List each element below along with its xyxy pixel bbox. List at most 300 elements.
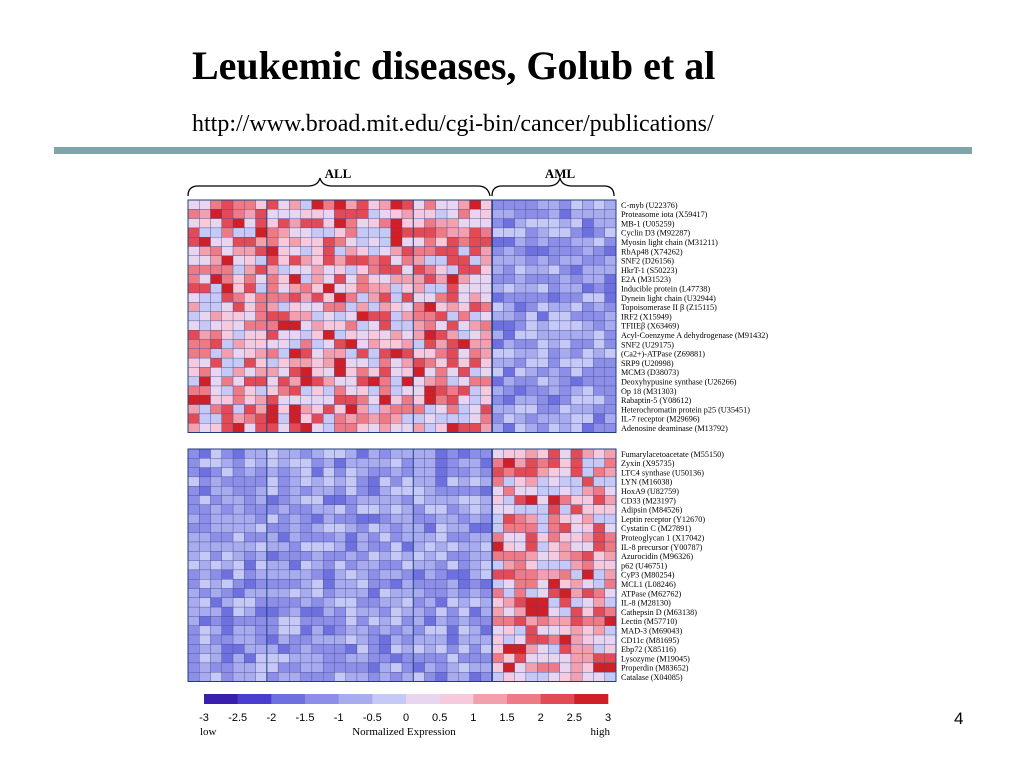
heatmap-cell [199, 405, 210, 414]
heatmap-cell [267, 533, 278, 542]
heatmap-cell [323, 644, 334, 653]
heatmap-cell [425, 644, 436, 653]
heatmap-cell [289, 247, 300, 256]
heatmap-cell [605, 228, 616, 237]
heatmap-cell [334, 458, 345, 467]
heatmap-cell [481, 635, 492, 644]
heatmap-cell [312, 293, 323, 302]
heatmap-cell [425, 514, 436, 523]
heatmap-cell [458, 209, 469, 218]
heatmap-cell [391, 486, 402, 495]
heatmap-cell [402, 533, 413, 542]
heatmap-cell [470, 405, 481, 414]
heatmap-cell [222, 302, 233, 311]
heatmap-cell [379, 330, 390, 339]
heatmap-cell [323, 589, 334, 598]
heatmap-cell [526, 505, 537, 514]
heatmap-cell [199, 414, 210, 423]
heatmap-cell [357, 349, 368, 358]
heatmap-cell [244, 395, 255, 404]
heatmap-cell [447, 219, 458, 228]
heatmap-cell [470, 635, 481, 644]
heatmap-cell [593, 644, 604, 653]
heatmap-cell [323, 505, 334, 514]
heatmap-cell [548, 561, 559, 570]
heatmap-cell [593, 468, 604, 477]
heatmap-cell [312, 468, 323, 477]
heatmap-cell [481, 523, 492, 532]
heatmap-cell [503, 377, 514, 386]
heatmap-cell [413, 551, 424, 560]
heatmap-cell [413, 505, 424, 514]
heatmap-cell [492, 607, 503, 616]
heatmap-cell [503, 449, 514, 458]
heatmap-cell [323, 358, 334, 367]
gene-label: MCM3 (D38073) [621, 368, 679, 378]
heatmap-cell [368, 395, 379, 404]
heatmap-cell [346, 551, 357, 560]
heatmap-cell [391, 209, 402, 218]
heatmap-cell [481, 570, 492, 579]
legend-swatch [440, 694, 474, 704]
heatmap-cell [503, 468, 514, 477]
heatmap-cell [605, 663, 616, 672]
heatmap-cell [548, 200, 559, 209]
heatmap-cell [560, 514, 571, 523]
heatmap-cell [323, 542, 334, 551]
heatmap-cell [301, 458, 312, 467]
heatmap-cell [492, 542, 503, 551]
heatmap-cell [481, 274, 492, 283]
heatmap-cell [301, 654, 312, 663]
heatmap-cell [593, 302, 604, 311]
heatmap-cell [233, 256, 244, 265]
heatmap-cell [346, 312, 357, 321]
heatmap-cell [368, 284, 379, 293]
heatmap-cell [425, 414, 436, 423]
heatmap-cell [289, 514, 300, 523]
heatmap-cell [458, 349, 469, 358]
heatmap-cell [537, 358, 548, 367]
heatmap-cell [447, 644, 458, 653]
heatmap-cell [222, 349, 233, 358]
heatmap-cell [357, 672, 368, 681]
heatmap-cell [222, 395, 233, 404]
heatmap-cell [605, 386, 616, 395]
heatmap-cell [447, 377, 458, 386]
heatmap-cell [199, 302, 210, 311]
heatmap-cell [199, 644, 210, 653]
heatmap-cell [402, 477, 413, 486]
heatmap-cell [357, 644, 368, 653]
heatmap-cell [289, 405, 300, 414]
heatmap-cell [605, 496, 616, 505]
heatmap-cell [256, 635, 267, 644]
heatmap-cell [447, 200, 458, 209]
heatmap-cell [560, 284, 571, 293]
heatmap-cell [582, 663, 593, 672]
heatmap-cell [368, 247, 379, 256]
heatmap-cell [560, 209, 571, 218]
heatmap-cell [312, 358, 323, 367]
heatmap-cell [425, 468, 436, 477]
heatmap-cell [425, 458, 436, 467]
heatmap-cell [312, 247, 323, 256]
heatmap-cell [244, 340, 255, 349]
heatmap-cell [560, 449, 571, 458]
heatmap-cell [211, 505, 222, 514]
heatmap-cell [571, 486, 582, 495]
heatmap-cell [605, 237, 616, 246]
heatmap-cell [368, 200, 379, 209]
heatmap-cell [402, 607, 413, 616]
heatmap-cell [312, 570, 323, 579]
heatmap-cell [593, 256, 604, 265]
heatmap-cell [593, 523, 604, 532]
heatmap-cell [199, 616, 210, 625]
slide-title: Leukemic diseases, Golub et al [192, 43, 716, 88]
heatmap-cell [515, 672, 526, 681]
heatmap-cell [503, 386, 514, 395]
heatmap-cell [301, 644, 312, 653]
gene-label: Op 18 (M31303) [621, 386, 677, 396]
heatmap-cell [188, 228, 199, 237]
gene-label: Lysozyme (M19045) [621, 654, 690, 664]
heatmap-cell [278, 663, 289, 672]
heatmap-cell [605, 219, 616, 228]
heatmap-cell [323, 449, 334, 458]
heatmap-cell [222, 219, 233, 228]
heatmap-cell [334, 302, 345, 311]
heatmap-cell [425, 486, 436, 495]
heatmap-cell [368, 228, 379, 237]
heatmap-cell [571, 672, 582, 681]
heatmap-cell [425, 395, 436, 404]
heatmap-cell [256, 247, 267, 256]
heatmap-cell [470, 274, 481, 283]
heatmap-cell [425, 505, 436, 514]
heatmap-cell [425, 663, 436, 672]
heatmap-cell [312, 551, 323, 560]
heatmap-cell [537, 607, 548, 616]
gene-label: CD11c (M81695) [621, 635, 680, 645]
heatmap-cell [481, 386, 492, 395]
heatmap-cell [267, 579, 278, 588]
heatmap-cell [379, 654, 390, 663]
heatmap-cell [458, 312, 469, 321]
heatmap-cell [526, 589, 537, 598]
heatmap-cell [503, 486, 514, 495]
heatmap-cell [470, 523, 481, 532]
heatmap-cell [244, 302, 255, 311]
heatmap-cell [256, 579, 267, 588]
heatmap-cell [560, 458, 571, 467]
heatmap-cell [368, 589, 379, 598]
heatmap-cell [256, 616, 267, 625]
heatmap-cell [548, 626, 559, 635]
heatmap-top-block [188, 200, 616, 433]
heatmap-cell [425, 247, 436, 256]
heatmap-cell [391, 635, 402, 644]
heatmap-cell [571, 405, 582, 414]
heatmap-cell [515, 486, 526, 495]
heatmap-cell [560, 626, 571, 635]
heatmap-cell [199, 607, 210, 616]
legend-swatch [204, 694, 238, 704]
heatmap-cell [503, 247, 514, 256]
heatmap-cell [402, 598, 413, 607]
heatmap-cell [515, 228, 526, 237]
heatmap-cell [560, 200, 571, 209]
heatmap-cell [470, 654, 481, 663]
heatmap-cell [515, 635, 526, 644]
heatmap-cell [391, 514, 402, 523]
legend-tick-label: -1.5 [295, 712, 315, 724]
heatmap-cell [312, 561, 323, 570]
heatmap-cell [379, 265, 390, 274]
heatmap-cell [211, 274, 222, 283]
heatmap-figure [138, 160, 862, 748]
heatmap-cell [188, 579, 199, 588]
heatmap-cell [447, 449, 458, 458]
heatmap-cell [346, 367, 357, 376]
heatmap-cell [267, 561, 278, 570]
heatmap-cell [447, 542, 458, 551]
heatmap-cell [346, 293, 357, 302]
heatmap-cell [278, 284, 289, 293]
heatmap-cell [413, 533, 424, 542]
heatmap-cell [267, 405, 278, 414]
heatmap-cell [447, 302, 458, 311]
heatmap-cell [334, 644, 345, 653]
heatmap-cell [560, 247, 571, 256]
heatmap-cell [222, 589, 233, 598]
heatmap-cell [199, 533, 210, 542]
gene-label: Cystatin C (M27891) [621, 524, 692, 534]
heatmap-cell [481, 377, 492, 386]
heatmap-cell [233, 405, 244, 414]
heatmap-cell [368, 468, 379, 477]
heatmap-cell [413, 477, 424, 486]
heatmap-cell [199, 274, 210, 283]
heatmap-cell [267, 377, 278, 386]
heatmap-cell [323, 349, 334, 358]
heatmap-cell [368, 542, 379, 551]
heatmap-cell [515, 551, 526, 560]
heatmap-cell [278, 607, 289, 616]
legend-low-label: low [200, 726, 217, 738]
heatmap-cell [267, 616, 278, 625]
heatmap-cell [503, 293, 514, 302]
heatmap-cell [560, 312, 571, 321]
heatmap-cell [413, 321, 424, 330]
heatmap-cell [278, 349, 289, 358]
heatmap-cell [323, 219, 334, 228]
heatmap-cell [425, 423, 436, 432]
heatmap-cell [582, 386, 593, 395]
heatmap-cell [368, 358, 379, 367]
heatmap-cell [188, 458, 199, 467]
heatmap-cell [357, 663, 368, 672]
heatmap-cell [425, 358, 436, 367]
heatmap-cell [222, 533, 233, 542]
heatmap-cell [323, 663, 334, 672]
heatmap-cell [605, 523, 616, 532]
heatmap-cell [323, 377, 334, 386]
heatmap-cell [289, 312, 300, 321]
heatmap-cell [526, 228, 537, 237]
heatmap-cell [447, 468, 458, 477]
heatmap-cell [211, 405, 222, 414]
heatmap-cell [211, 561, 222, 570]
heatmap-cell [188, 358, 199, 367]
heatmap-cell [515, 579, 526, 588]
heatmap-cell [233, 486, 244, 495]
heatmap-cell [301, 219, 312, 228]
heatmap-cell [278, 367, 289, 376]
heatmap-cell [402, 367, 413, 376]
heatmap-cell [458, 579, 469, 588]
heatmap-cell [515, 340, 526, 349]
heatmap-cell [571, 340, 582, 349]
gene-label: Topoisomerase II β (Z15115) [621, 303, 717, 313]
heatmap-cell [188, 293, 199, 302]
heatmap-cell [312, 542, 323, 551]
heatmap-cell [571, 358, 582, 367]
legend-tick-label: 1.5 [499, 712, 515, 724]
heatmap-cell [312, 626, 323, 635]
heatmap-cell [571, 284, 582, 293]
heatmap-cell [425, 330, 436, 339]
heatmap-cell [233, 523, 244, 532]
heatmap-cell [413, 644, 424, 653]
heatmap-cell [470, 284, 481, 293]
heatmap-cell [413, 219, 424, 228]
gene-label: Cyclin D3 (M92287) [621, 228, 691, 238]
heatmap-cell [211, 644, 222, 653]
heatmap-cell [267, 367, 278, 376]
heatmap-cell [346, 330, 357, 339]
legend-tick-label: 1 [470, 712, 477, 724]
heatmap-cell [582, 644, 593, 653]
heatmap-cell [492, 312, 503, 321]
heatmap-cell [188, 209, 199, 218]
heatmap-cell [379, 219, 390, 228]
heatmap-cell [481, 514, 492, 523]
heatmap-cell [222, 644, 233, 653]
heatmap-cell [211, 523, 222, 532]
heatmap-cell [413, 200, 424, 209]
heatmap-cell [425, 302, 436, 311]
heatmap-cell [368, 626, 379, 635]
heatmap-cell [222, 247, 233, 256]
heatmap-cell [571, 265, 582, 274]
heatmap-cell [492, 486, 503, 495]
heatmap-cell [571, 663, 582, 672]
heatmap-cell [526, 386, 537, 395]
heatmap-cell [199, 505, 210, 514]
heatmap-cell [425, 265, 436, 274]
gene-label: ATPase (M62762) [621, 589, 682, 599]
heatmap-cell [357, 358, 368, 367]
heatmap-cell [222, 330, 233, 339]
heatmap-cell [256, 200, 267, 209]
heatmap-cell [391, 663, 402, 672]
heatmap-cell [560, 237, 571, 246]
heatmap-cell [548, 349, 559, 358]
heatmap-cell [470, 321, 481, 330]
heatmap-cell [357, 219, 368, 228]
heatmap-cell [323, 423, 334, 432]
heatmap-cell [413, 377, 424, 386]
heatmap-cell [548, 377, 559, 386]
heatmap-cell [515, 616, 526, 625]
heatmap-cell [233, 367, 244, 376]
heatmap-cell [289, 349, 300, 358]
heatmap-cell [334, 589, 345, 598]
heatmap-cell [289, 570, 300, 579]
heatmap-cell [188, 414, 199, 423]
heatmap-cell [312, 663, 323, 672]
heatmap-cell [503, 616, 514, 625]
heatmap-cell [436, 274, 447, 283]
heatmap-cell [357, 284, 368, 293]
heatmap-cell [301, 265, 312, 274]
heatmap-cell [492, 395, 503, 404]
heatmap-cell [357, 367, 368, 376]
heatmap-cell [211, 468, 222, 477]
heatmap-cell [312, 200, 323, 209]
heatmap-cell [593, 284, 604, 293]
heatmap-cell [334, 477, 345, 486]
heatmap-cell [233, 209, 244, 218]
gene-label: Lectin (M57710) [621, 617, 678, 627]
heatmap-cell [402, 561, 413, 570]
heatmap-cell [379, 247, 390, 256]
heatmap-cell [379, 672, 390, 681]
heatmap-cell [548, 533, 559, 542]
heatmap-cell [526, 349, 537, 358]
heatmap-cell [593, 247, 604, 256]
heatmap-cell [312, 340, 323, 349]
heatmap-cell [593, 542, 604, 551]
heatmap-cell [548, 663, 559, 672]
heatmap-cell [391, 200, 402, 209]
heatmap-cell [222, 458, 233, 467]
heatmap-cell [413, 265, 424, 274]
heatmap-cell [515, 523, 526, 532]
heatmap-cell [357, 514, 368, 523]
heatmap-cell [436, 468, 447, 477]
heatmap-cell [481, 663, 492, 672]
heatmap-cell [425, 542, 436, 551]
heatmap-cell [211, 663, 222, 672]
heatmap-cell [447, 663, 458, 672]
heatmap-cell [334, 414, 345, 423]
heatmap-cell [503, 321, 514, 330]
heatmap-cell [211, 458, 222, 467]
heatmap-cell [278, 496, 289, 505]
heatmap-cell [256, 496, 267, 505]
heatmap-cell [357, 414, 368, 423]
gene-label: Proteoglycan 1 (X17042) [621, 533, 705, 543]
heatmap-cell [526, 486, 537, 495]
heatmap-cell [571, 256, 582, 265]
heatmap-cell [560, 672, 571, 681]
heatmap-cell [391, 414, 402, 423]
heatmap-cell [537, 200, 548, 209]
heatmap-cell [211, 414, 222, 423]
